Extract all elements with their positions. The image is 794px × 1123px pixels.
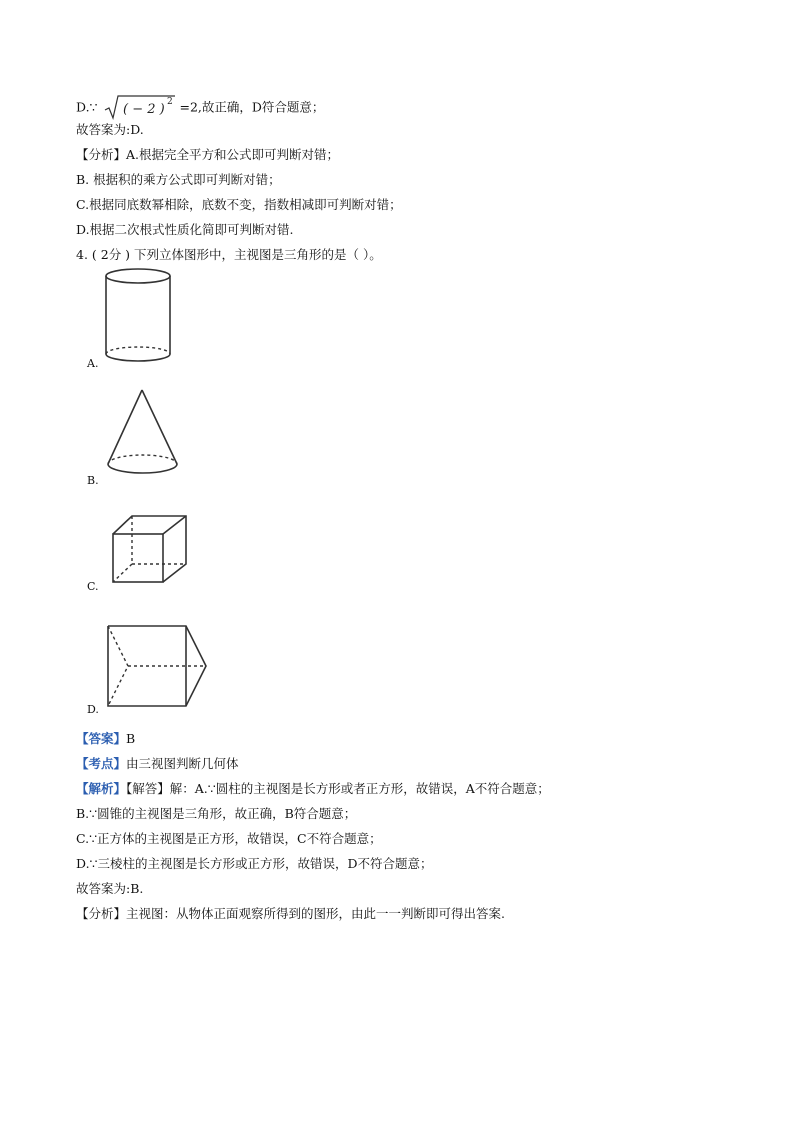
line-d-suffix: =2,故正确，D符合题意；	[179, 99, 325, 115]
explanation-b: B.∵圆锥的主视图是三角形，故正确，B符合题意；	[76, 806, 357, 821]
line-analysis-a	[76, 147, 339, 163]
line-analysis-c: C.根据同底数幂相除，底数不变，指数相减即可判断对错；	[76, 197, 402, 212]
question-4: 4. ( 2分 ) 下列立体图形中，主视图是三角形的是（ ）。	[76, 247, 382, 262]
answer-tag: 【答案】	[76, 731, 127, 746]
radicand: ( − 2 )	[122, 102, 165, 117]
option-c-label: C.	[87, 580, 99, 593]
option-a-label: A.	[87, 357, 99, 370]
final-answer: 故答案为:B.	[76, 881, 144, 896]
option-d-label: D.	[87, 703, 99, 716]
answer-value: B	[126, 731, 136, 746]
line-d-prefix: D.∵	[76, 99, 98, 115]
explanation-tag: 【解析】	[76, 781, 127, 796]
explanation-text: 【解答】解：A.∵圆柱的主视图是长方形或者正方形，故错误，A不符合题意；	[126, 781, 550, 796]
line-answer-d: 故答案为:D.	[76, 122, 144, 137]
cube-figure	[110, 514, 190, 586]
knowledge-point-tag: 【考点】	[76, 756, 127, 771]
answer-line	[76, 731, 135, 747]
analysis-summary	[76, 906, 505, 922]
cone-figure	[104, 388, 182, 484]
triangular-prism-figure	[106, 624, 210, 710]
analysis-summary-text: 主视图：从物体正面观察所得到的图形，由此一一判断即可得出答案.	[126, 906, 505, 921]
explanation-d: D.∵三棱柱的主视图是长方形或正方形，故错误，D不符合题意；	[76, 856, 433, 871]
explanation-c: C.∵正方体的主视图是正方形，故错误，C不符合题意；	[76, 831, 382, 846]
option-b-label: B.	[87, 474, 99, 487]
cylinder-figure	[100, 266, 176, 368]
exponent: 2	[166, 97, 173, 107]
knowledge-point-line	[76, 756, 239, 772]
line-analysis-b: B. 根据积的乘方公式即可判断对错；	[76, 172, 281, 187]
analysis-tag: 【分析】	[76, 147, 127, 162]
analysis-text: A.根据完全平方和公式即可判断对错；	[126, 147, 340, 162]
analysis-summary-tag: 【分析】	[76, 906, 127, 921]
knowledge-point-text: 由三视图判断几何体	[126, 756, 239, 771]
explanation-line	[76, 781, 550, 797]
line-d-sqrt	[76, 94, 324, 122]
sqrt-symbol-icon	[103, 94, 175, 122]
line-analysis-d: D.根据二次根式性质化简即可判断对错.	[76, 222, 294, 237]
